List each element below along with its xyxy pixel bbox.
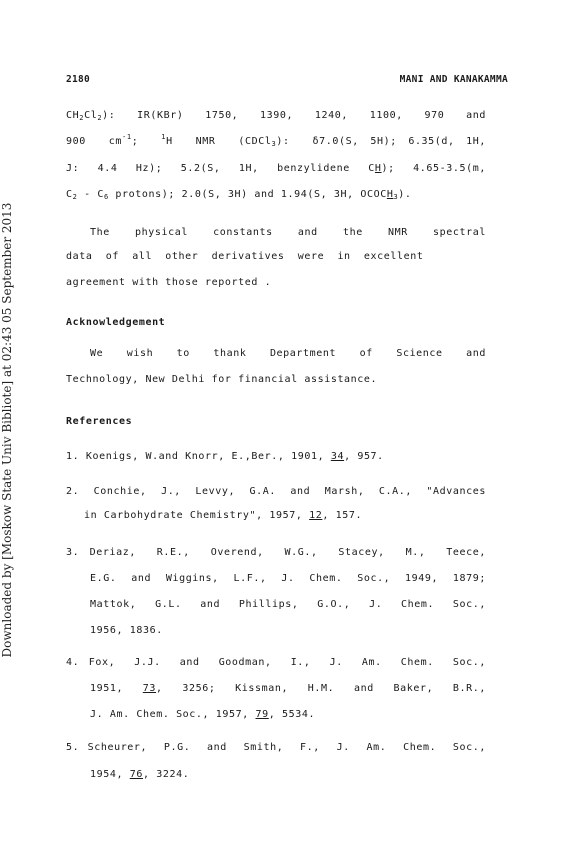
acknowledgement-line-1: We wish to thank Department of Science and xyxy=(90,348,486,359)
reference-3-line-2: E.G. and Wiggins, L.F., J. Chem. Soc., 1949, 1879; xyxy=(90,573,486,584)
reference-3-line-3: Mattok, G.L. and Phillips, G.O., J. Chem. Soc., xyxy=(90,599,486,610)
acknowledgement-line-2: Technology, New Delhi for financial assistance. xyxy=(66,374,378,385)
reference-5-line-1: 5. Scheurer, P.G. and Smith, F., J. Am. Chem. Soc., xyxy=(66,742,486,753)
reference-4-line-2: 1951, 73, 3256; Kissman, H.M. and Baker, B.R., xyxy=(90,683,487,694)
reference-2-line-1: 2. Conchie, J., Levvy, G.A. and Marsh, C.A., "Advances xyxy=(66,486,486,497)
spectral-line-1: $CH_2Cl_2$): IR(KBr) 1750, 1390, 1240, 1100, 970 and xyxy=(66,110,486,122)
reference-3-line-1: 3. Deriaz, R.E., Overend, W.G., Stacey, M., Teece, xyxy=(66,547,486,558)
reference-3-line-4: 1956, 1836. xyxy=(90,625,163,636)
acknowledgement-heading: Acknowledgement xyxy=(66,317,166,328)
reference-4-line-3: J. Am. Chem. Soc., 1957, 79, 5534. xyxy=(90,709,316,720)
constants-para-line-3: agreement with those reported . xyxy=(66,277,272,288)
reference-1: 1. Koenigs, W.and Knorr, E.,Ber., 1901, 34, 957. xyxy=(66,451,384,462)
reference-4-line-1: 4. Fox, J.J. and Goodman, I., J. Am. Chem. Soc., xyxy=(66,657,486,668)
spectral-line-2: 900 $cm^{-1}$; $^1$H NMR (CDCl$_3$): δ7.0(S, 5H); 6.35(d, 1H, xyxy=(66,133,486,148)
download-watermark-text: Downloaded by [Moskow State Univ Bibliote] at 02:43 05 September 2013 xyxy=(0,202,14,658)
reference-2-line-2: in Carbohydrate Chemistry", 1957, 12, 157. xyxy=(84,510,363,521)
spectral-line-3: J: 4.4 Hz); 5.2(S, 1H, benzylidene CH); 4.65-3.5(m, xyxy=(66,163,486,174)
running-head: MANI AND KANAKAMMA xyxy=(399,74,508,85)
spectral-line-4: $C_2 - C_6$ protons); 2.0(S, 3H) and 1.94(S, 3H, $OCOCH_3$). xyxy=(66,189,412,201)
constants-para-line-2: data of all other derivatives were in excellent xyxy=(66,251,424,262)
reference-5-line-2: 1954, 76, 3224. xyxy=(90,769,190,780)
references-heading: References xyxy=(66,416,133,427)
constants-para-line-1: The physical constants and the NMR spectral xyxy=(90,227,486,238)
page-number: 2180 xyxy=(66,74,91,85)
